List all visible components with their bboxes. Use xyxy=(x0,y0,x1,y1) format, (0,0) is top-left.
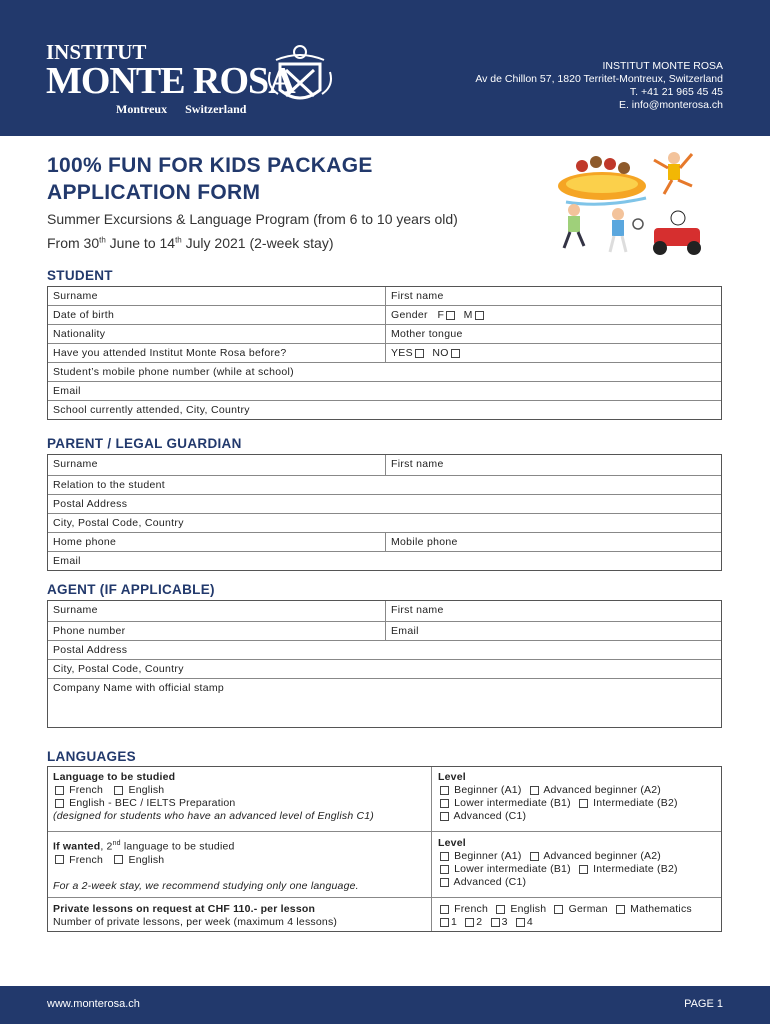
adv-beginner-checkbox[interactable] xyxy=(530,786,539,795)
crest-icon xyxy=(266,42,334,112)
dob-row[interactable]: Date of birth Gender F M xyxy=(48,306,721,325)
level-cell-2: Level Beginner (A1) Advanced beginner (A2) Lower intermediate (B1) Intermediate (B2) Advanced (C1) xyxy=(438,837,678,888)
program-subtitle: Summer Excursions & Language Program (from 6 to 10 years old) xyxy=(47,211,458,227)
beginner-checkbox[interactable] xyxy=(440,786,449,795)
gender-f-checkbox[interactable] xyxy=(446,311,455,320)
parent-postal-row[interactable]: Postal Address xyxy=(48,495,721,514)
lessons-4-checkbox[interactable] xyxy=(516,918,525,927)
footer-website-link[interactable]: www.monterosa.ch xyxy=(47,998,140,1010)
surname-row[interactable]: Surname First name xyxy=(48,287,721,306)
student-email-row[interactable]: Email xyxy=(48,382,721,401)
agent-section xyxy=(47,600,722,728)
agent-postal-row[interactable]: Postal Address xyxy=(48,641,721,660)
contact-name: INSTITUT MONTE ROSA xyxy=(602,60,723,72)
student-section xyxy=(47,286,722,420)
private-lessons-options: French English German Mathematics 1 2 3 4 xyxy=(438,903,692,929)
program-dates: From 30th June to 14th July 2021 (2-week stay) xyxy=(47,235,334,251)
adv-beginner-2-checkbox[interactable] xyxy=(530,852,539,861)
contact-email: E. info@monterosa.ch xyxy=(618,99,723,111)
relation-row[interactable]: Relation to the student xyxy=(48,476,721,495)
parent-phone-row[interactable]: Home phone Mobile phone xyxy=(48,533,721,552)
logo-city: Montreux xyxy=(116,102,168,116)
parent-heading: PARENT / LEGAL GUARDIAN xyxy=(47,436,242,451)
lessons-3-checkbox[interactable] xyxy=(491,918,500,927)
title-line-1: 100% FUN FOR KIDS PACKAGE xyxy=(47,154,373,177)
logo-text-institut: INSTITUT xyxy=(46,40,147,64)
english-checkbox[interactable] xyxy=(114,786,123,795)
french-checkbox[interactable] xyxy=(55,786,64,795)
private-math-checkbox[interactable] xyxy=(616,905,625,914)
bec-checkbox[interactable] xyxy=(55,799,64,808)
lower-int-2-checkbox[interactable] xyxy=(440,865,449,874)
page-header xyxy=(0,0,770,136)
student-mobile-row[interactable]: Student’s mobile phone number (while at school) xyxy=(48,363,721,382)
languages-heading: LANGUAGES xyxy=(47,749,136,764)
kids-activities-illustration xyxy=(546,144,726,262)
lessons-1-checkbox[interactable] xyxy=(440,918,449,927)
private-english-checkbox[interactable] xyxy=(496,905,505,914)
lower-int-checkbox[interactable] xyxy=(440,799,449,808)
agent-company-row[interactable]: Company Name with official stamp xyxy=(53,682,225,694)
intermediate-2-checkbox[interactable] xyxy=(579,865,588,874)
title-line-2: APPLICATION FORM xyxy=(47,181,261,204)
agent-heading: AGENT (IF APPLICABLE) xyxy=(47,582,215,597)
advanced-2-checkbox[interactable] xyxy=(440,878,449,887)
student-heading: STUDENT xyxy=(47,268,113,283)
contact-block xyxy=(475,60,723,112)
contact-phone: T. +41 21 965 45 45 xyxy=(629,86,723,98)
page-number: PAGE 1 xyxy=(684,998,723,1010)
lessons-2-checkbox[interactable] xyxy=(465,918,474,927)
agent-phone-row[interactable]: Phone number Email xyxy=(48,622,721,641)
level-cell-1: Level Beginner (A1) Advanced beginner (A2) Lower intermediate (B1) Intermediate (B2) Advanced (C1) xyxy=(438,771,678,822)
second-english-checkbox[interactable] xyxy=(114,855,123,864)
intermediate-checkbox[interactable] xyxy=(579,799,588,808)
no-checkbox[interactable] xyxy=(451,349,460,358)
private-french-checkbox[interactable] xyxy=(440,905,449,914)
nationality-row[interactable]: Nationality Mother tongue xyxy=(48,325,721,344)
page-footer xyxy=(0,986,770,1024)
private-german-checkbox[interactable] xyxy=(554,905,563,914)
agent-city-row[interactable]: City, Postal Code, Country xyxy=(48,660,721,679)
attended-row[interactable]: Have you attended Institut Monte Rosa before? YES NO xyxy=(48,344,721,363)
second-french-checkbox[interactable] xyxy=(55,855,64,864)
language-studied-cell: Language to be studied French English English - BEC / IELTS Preparation (designed for students who have an advanced level of English C1) xyxy=(53,771,374,822)
parent-section xyxy=(47,454,722,571)
beginner-2-checkbox[interactable] xyxy=(440,852,449,861)
agent-surname-row[interactable]: Surname First name xyxy=(48,601,721,622)
school-row[interactable]: School currently attended, City, Country xyxy=(53,404,250,416)
logo-country: Switzerland xyxy=(185,102,247,116)
parent-email-row[interactable]: Email xyxy=(53,555,81,567)
languages-section xyxy=(47,766,722,932)
parent-city-row[interactable]: City, Postal Code, Country xyxy=(48,514,721,533)
gender-m-checkbox[interactable] xyxy=(475,311,484,320)
yes-checkbox[interactable] xyxy=(415,349,424,358)
advanced-checkbox[interactable] xyxy=(440,812,449,821)
institut-logo xyxy=(46,42,295,117)
private-lessons-cell: Private lessons on request at CHF 110.- per lesson Number of private lessons, per week (maximum 4 lessons) xyxy=(53,903,338,928)
logo-text-monte-rosa: MONTE ROSA xyxy=(46,60,295,102)
second-language-cell: If wanted, 2nd language to be studied French English For a 2-week stay, we recommend studying only one language. xyxy=(53,840,359,892)
contact-address: Av de Chillon 57, 1820 Territet-Montreux, Switzerland xyxy=(475,73,723,85)
parent-surname-row[interactable]: Surname First name xyxy=(48,455,721,476)
form-title xyxy=(47,152,373,206)
